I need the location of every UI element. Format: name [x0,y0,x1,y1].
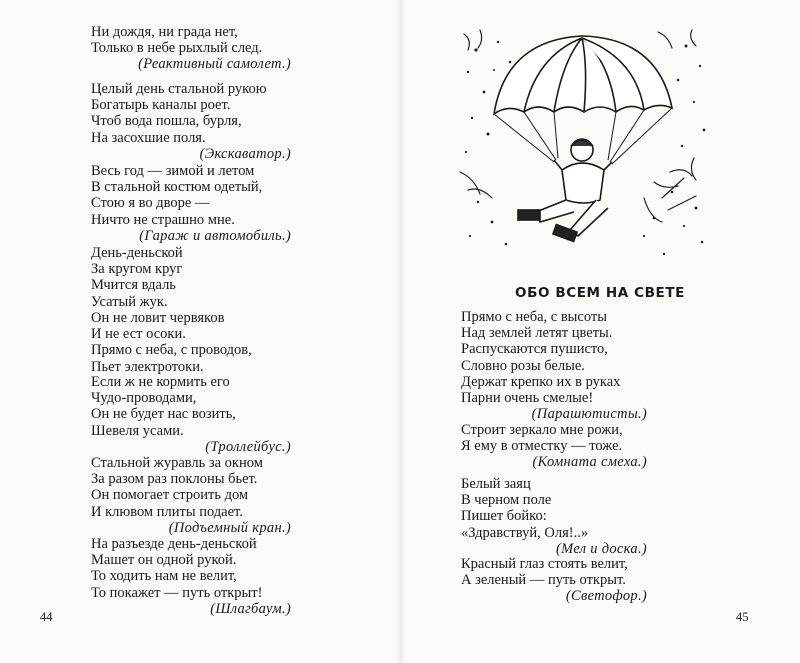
poem-answer: (Подъемный кран.) [168,519,291,536]
poem-answer: (Светофор.) [565,588,647,605]
poem-line: Я ему в отместку — тоже. [461,438,623,455]
poem-chalk-board [461,476,647,557]
poem-laugh-room [461,422,647,471]
poem-line: А зеленый — путь открыт. [461,572,626,589]
poem-trolleybus-1 [91,245,291,310]
poem-line: Строит зеркало мне рожи, [461,422,623,438]
poem-jet-plane [91,24,291,73]
poem-answer: (Троллейбус.) [205,438,291,455]
poem-line: Шевеля усами. [91,422,184,439]
poem-traffic-light [461,556,647,605]
poem-line: Парни очень смелые! [461,390,594,407]
poem-line: Пьет электротоки. [91,358,204,375]
poem-line: На разъезде день-деньской [91,536,257,552]
poem-line: И не ест осоки. [91,326,186,343]
parachutist-figure [518,139,612,241]
poem-line: Чтоб вода пошла, бурля, [91,113,242,130]
poem-line: Красный глаз стоять велит, [461,556,628,572]
poem-garage [91,163,291,244]
poem-line: Прямо с неба, с проводов, [91,342,252,359]
poem-line: Держат крепко их в руках [461,373,621,390]
poem-line: Только в небе рыхлый след. [91,40,263,57]
poem-line: И клювом плиты подает. [91,503,243,520]
poem-line: В черном поле [461,492,552,509]
poem-line: Богатырь каналы роет. [91,97,231,114]
right-page [400,0,800,663]
poem-line: Стальной журавль за окном [91,455,263,471]
poem-line: Распускаются пушисто, [461,341,608,358]
poem-line: Ничто не страшно мне. [91,211,235,228]
poem-line: За разом раз поклоны бьет. [91,471,258,488]
poem-line: Белый заяц [461,476,531,492]
poem-answer: (Парашютисты.) [531,406,647,423]
page-number: 44 [40,610,53,624]
poem-answer: (Комната смеха.) [532,454,647,471]
poem-line: День-деньской [91,245,183,261]
poem-line: Весь год — зимой и летом [91,163,255,179]
poem-excavator [91,81,291,162]
poem-answer: (Реактивный самолет.) [138,56,291,73]
poem-line: То ходить нам не велит, [91,568,237,585]
poem-answer: (Гараж и автомобиль.) [139,227,291,244]
poem-line: На засохшие поля. [91,129,206,146]
poem-line: Прямо с неба, с высоты [461,309,607,325]
page-number: 45 [736,610,749,624]
poem-line: Он не будет нас возить, [91,406,236,423]
poem-line: То покажет — путь открыт! [91,584,263,601]
poem-barrier [91,536,291,617]
poem-line: Машет он одной рукой. [91,552,237,569]
poem-line: Чудо-проводами, [91,390,197,407]
poem-line: Если ж не кормить его [91,374,230,390]
poem-line: Стою я во дворе — [91,195,210,212]
poem-line: «Здравствуй, Оля!..» [461,524,589,541]
poem-trolleybus-3 [91,374,291,455]
poem-line: Усатый жук. [91,293,168,310]
poem-line: Словно розы белые. [461,357,585,374]
poem-line: Целый день стальной рукою [91,81,267,97]
poem-line: Ни дождя, ни града нет, [91,24,238,40]
poem-crane [91,455,291,536]
section-heading: ОБО ВСЕМ НА СВЕТЕ [515,285,685,301]
poem-line: Над землей летят цветы. [461,325,613,342]
poem-trolleybus-2 [91,310,291,375]
poem-line: Пишет бойко: [461,508,547,525]
poem-line: За кругом круг [91,261,183,278]
poem-answer: (Шлагбаум.) [210,600,291,617]
parachutist-illustration [458,22,710,270]
poem-answer: (Экскаватор.) [199,145,291,162]
poem-line: Он не ловит червяков [91,310,225,326]
poem-line: Он помогает строить дом [91,487,249,504]
parachute-canopy [494,36,672,114]
poem-line: В стальной костюм одетый, [91,179,263,196]
poem-parachutists [461,309,647,422]
poem-answer: (Мел и доска.) [556,540,647,557]
poem-line: Мчится вдаль [91,277,176,294]
